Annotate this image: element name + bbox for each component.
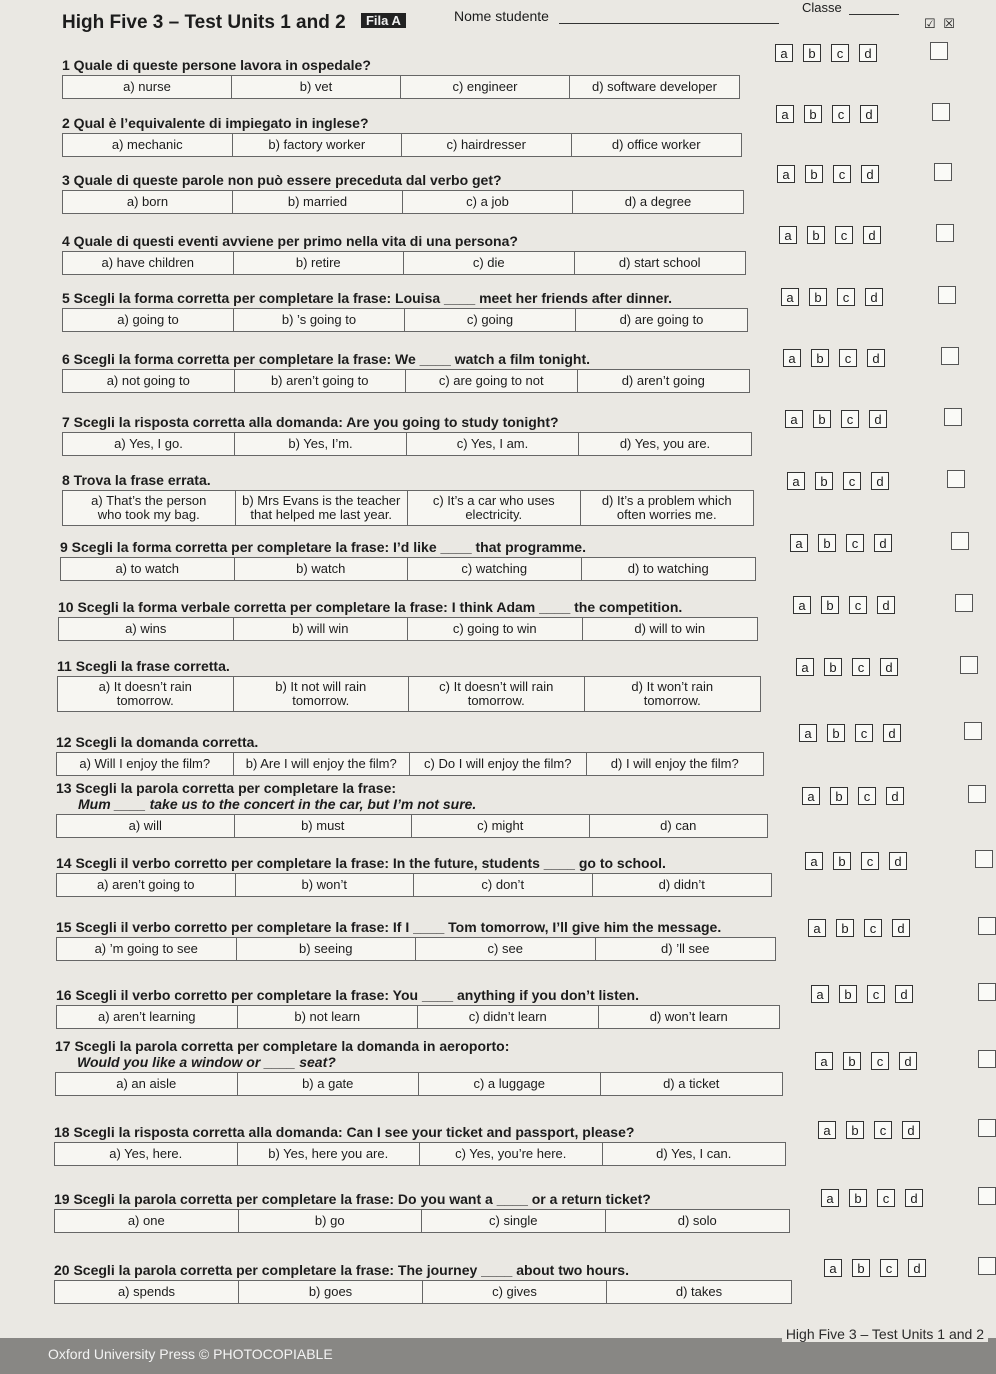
options-row <box>62 251 746 275</box>
question-8 <box>62 472 754 526</box>
score-checkbox[interactable] <box>964 722 982 740</box>
option-a: a) aren’t going to <box>57 874 236 896</box>
answer-box-b[interactable]: b <box>824 658 842 676</box>
question-text: 14 Scegli il verbo corretto per completare la frase: In the future, students ____ go to school. <box>56 855 666 871</box>
score-marks-icon: ☑ ☒ <box>924 16 957 31</box>
question-16 <box>56 987 780 1029</box>
option-b: b) a gate <box>238 1073 420 1095</box>
option-a: a) aren’t learning <box>57 1006 238 1028</box>
question-text: 1 Quale di queste persone lavora in ospedale? <box>62 57 371 73</box>
option-b: b) goes <box>239 1281 423 1303</box>
question-5 <box>62 290 748 332</box>
answer-box-c[interactable]: c <box>833 165 851 183</box>
answer-box-c[interactable]: c <box>861 852 879 870</box>
answer-box-a[interactable]: a <box>802 787 820 805</box>
question-10 <box>58 599 758 641</box>
answer-boxes-5 <box>781 288 883 306</box>
answer-box-d[interactable]: d <box>883 724 901 742</box>
option-b: b) go <box>239 1210 423 1232</box>
option-c: c) are going to not <box>406 370 578 392</box>
class-line <box>849 4 899 15</box>
answer-box-a[interactable]: a <box>781 288 799 306</box>
option-a: a) That’s the person who took my bag. <box>63 491 236 525</box>
score-checkbox[interactable] <box>978 917 996 935</box>
question-15 <box>56 919 776 961</box>
option-c: c) Yes, I am. <box>407 433 579 455</box>
answer-boxes-16 <box>811 985 913 1003</box>
answer-box-a[interactable]: a <box>793 596 811 614</box>
options-row <box>56 873 772 897</box>
answer-boxes-1 <box>775 44 877 62</box>
answer-box-b[interactable]: b <box>815 472 833 490</box>
answer-boxes-4 <box>779 226 881 244</box>
answer-boxes-14 <box>805 852 907 870</box>
answer-box-a[interactable]: a <box>790 534 808 552</box>
answer-boxes-3 <box>777 165 879 183</box>
option-b: b) retire <box>234 252 405 274</box>
answer-box-b[interactable]: b <box>813 410 831 428</box>
option-a: a) one <box>55 1210 239 1232</box>
option-c: c) hairdresser <box>402 134 572 156</box>
question-text: 17 Scegli la parola corretta per completare la domanda in aeroporto: <box>55 1038 510 1054</box>
answer-box-a[interactable]: a <box>785 410 803 428</box>
answer-box-a[interactable]: a <box>818 1121 836 1139</box>
option-b: b) will win <box>234 618 409 640</box>
answer-box-d[interactable]: d <box>889 852 907 870</box>
option-d: d) won’t learn <box>649 1008 728 1024</box>
answer-box-a[interactable]: a <box>776 105 794 123</box>
answer-box-b[interactable]: b <box>833 852 851 870</box>
option-d: d) a degree <box>624 193 692 209</box>
score-checkbox[interactable] <box>944 408 962 426</box>
answer-box-b[interactable]: b <box>805 165 823 183</box>
answer-box-a[interactable]: a <box>821 1189 839 1207</box>
score-checkbox[interactable] <box>932 103 950 121</box>
answer-box-a[interactable]: a <box>808 919 826 937</box>
score-checkbox[interactable] <box>947 470 965 488</box>
question-text: 18 Scegli la risposta corretta alla domanda: Can I see your ticket and passport, please? <box>54 1124 635 1140</box>
answer-box-b[interactable]: b <box>836 919 854 937</box>
option-a: a) not going to <box>63 370 235 392</box>
question-19 <box>54 1191 790 1233</box>
option-b: b) aren’t going to <box>235 370 407 392</box>
answer-box-d[interactable]: d <box>880 658 898 676</box>
score-checkbox[interactable] <box>978 1257 996 1275</box>
answer-box-a[interactable]: a <box>783 349 801 367</box>
answer-box-d[interactable]: d <box>865 288 883 306</box>
answer-box-b[interactable]: b <box>852 1259 870 1277</box>
answer-box-d[interactable]: d <box>877 596 895 614</box>
answer-box-a[interactable]: a <box>805 852 823 870</box>
question-text: 13 Scegli la parola corretta per completare la frase: <box>56 780 397 796</box>
page-footer <box>0 1326 996 1374</box>
answer-boxes-12 <box>799 724 901 742</box>
answer-box-c[interactable]: c <box>867 985 885 1003</box>
option-d: d) office worker <box>611 136 701 152</box>
option-b: b) Yes, I’m. <box>235 433 407 455</box>
answer-box-b[interactable]: b <box>803 44 821 62</box>
question-14 <box>56 855 772 897</box>
option-c: c) watching <box>408 558 582 580</box>
options-row <box>54 1280 792 1304</box>
question-17 <box>55 1038 783 1096</box>
question-text: 16 Scegli il verbo corretto per completare la frase: You ____ anything if you don’t listen. <box>56 987 639 1003</box>
answer-box-d[interactable]: d <box>895 985 913 1003</box>
option-c: c) don’t <box>414 874 593 896</box>
option-b: b) vet <box>232 76 401 98</box>
score-checkbox[interactable] <box>978 1050 996 1068</box>
answer-box-d[interactable]: d <box>874 534 892 552</box>
answer-boxes-7 <box>785 410 887 428</box>
options-row <box>60 557 756 581</box>
footer-test-title: High Five 3 – Test Units 1 and 2 <box>782 1326 988 1342</box>
options-row <box>56 937 776 961</box>
answer-box-c[interactable]: c <box>864 919 882 937</box>
score-checkbox[interactable] <box>960 656 978 674</box>
question-3 <box>62 172 744 214</box>
option-a: a) Yes, I go. <box>63 433 235 455</box>
question-11 <box>57 658 761 712</box>
answer-box-d[interactable]: d <box>908 1259 926 1277</box>
worksheet-header <box>62 0 982 38</box>
question-text: 6 Scegli la forma corretta per completare la frase: We ____ watch a film tonight. <box>62 351 591 367</box>
options-row <box>62 133 742 157</box>
question-4 <box>62 233 746 275</box>
option-d: d) to watching <box>627 560 709 576</box>
option-c: c) single <box>422 1210 606 1232</box>
answer-box-d[interactable]: d <box>892 919 910 937</box>
answer-box-c[interactable]: c <box>852 658 870 676</box>
answer-boxes-6 <box>783 349 885 367</box>
answer-box-d[interactable]: d <box>861 165 879 183</box>
title-text: High Five 3 – Test Units 1 and 2 <box>62 12 346 33</box>
option-b: b) must <box>235 815 413 837</box>
option-d: d) Yes, I can. <box>656 1145 732 1161</box>
answer-box-c[interactable]: c <box>839 349 857 367</box>
class-label: Classe <box>802 0 842 15</box>
answer-box-b[interactable]: b <box>830 787 848 805</box>
answer-box-a[interactable]: a <box>796 658 814 676</box>
question-1 <box>62 57 740 99</box>
score-checkbox[interactable] <box>978 1119 996 1137</box>
answer-box-d[interactable]: d <box>899 1052 917 1070</box>
option-c: c) a luggage <box>419 1073 601 1095</box>
question-7 <box>62 414 752 456</box>
score-checkbox[interactable] <box>930 42 948 60</box>
option-b: b) seeing <box>237 938 417 960</box>
answer-box-c[interactable]: c <box>841 410 859 428</box>
question-text: 4 Quale di questi eventi avviene per primo nella vita di una persona? <box>62 233 518 249</box>
option-c: c) It doesn’t will rain tomorrow. <box>409 677 585 711</box>
option-b: b) Yes, here you are. <box>238 1143 421 1165</box>
option-a: a) ’m going to see <box>57 938 237 960</box>
question-text: 3 Quale di queste parole non può essere preceduta dal verbo get? <box>62 172 502 188</box>
option-a: a) wins <box>59 618 234 640</box>
answer-box-c[interactable]: c <box>831 44 849 62</box>
answer-box-b[interactable]: b <box>846 1121 864 1139</box>
answer-box-c[interactable]: c <box>843 472 861 490</box>
answer-boxes-2 <box>776 105 878 123</box>
score-checkbox[interactable] <box>938 286 956 304</box>
option-a: a) have children <box>63 252 234 274</box>
score-checkbox[interactable] <box>951 532 969 550</box>
question-text: 20 Scegli la parola corretta per completare la frase: The journey ____ about two hours. <box>54 1262 629 1278</box>
question-text: 7 Scegli la risposta corretta alla domanda: Are you going to study tonight? <box>62 414 559 430</box>
options-row <box>56 1005 780 1029</box>
student-name-label: Nome studente <box>454 8 549 24</box>
options-row <box>62 490 754 526</box>
options-row <box>54 1209 790 1233</box>
score-checkbox[interactable] <box>968 785 986 803</box>
question-text: 15 Scegli il verbo corretto per completare la frase: If I ____ Tom tomorrow, I’ll give him the message. <box>56 919 722 935</box>
options-row <box>62 190 744 214</box>
option-d: d) I will enjoy the film? <box>610 755 739 771</box>
score-checkbox[interactable] <box>934 163 952 181</box>
option-d: d) start school <box>618 254 701 270</box>
answer-box-a[interactable]: a <box>799 724 817 742</box>
option-a: a) born <box>63 191 233 213</box>
answer-box-d[interactable]: d <box>871 472 889 490</box>
class-field <box>802 0 899 15</box>
question-text: 12 Scegli la domanda corretta. <box>56 734 259 750</box>
options-row <box>62 432 752 456</box>
option-b: b) Mrs Evans is the teacher that helped me last year. <box>236 491 409 525</box>
answer-box-d[interactable]: d <box>886 787 904 805</box>
option-c: c) a job <box>403 191 573 213</box>
answer-box-c[interactable]: c <box>855 724 873 742</box>
option-d: d) It won’t rain tomorrow. <box>631 678 714 708</box>
option-a: a) It doesn’t rain tomorrow. <box>58 677 234 711</box>
option-d: d) It’s a problem which often worries me. <box>601 492 732 522</box>
option-a: a) Will I enjoy the film? <box>57 753 234 775</box>
answer-box-c[interactable]: c <box>837 288 855 306</box>
answer-box-b[interactable]: b <box>827 724 845 742</box>
option-c: c) Yes, you’re here. <box>420 1143 603 1165</box>
answer-boxes-11 <box>796 658 898 676</box>
option-c: c) didn’t learn <box>418 1006 599 1028</box>
student-name-line <box>559 11 779 24</box>
score-checkbox[interactable] <box>978 1187 996 1205</box>
option-d: d) ’ll see <box>661 940 710 956</box>
option-d: d) aren’t going <box>621 372 705 388</box>
answer-box-b[interactable]: b <box>843 1052 861 1070</box>
score-checkbox[interactable] <box>975 850 993 868</box>
option-b: b) ’s going to <box>234 309 405 331</box>
answer-boxes-19 <box>821 1189 923 1207</box>
question-text: 11 Scegli la frase corretta. <box>57 658 230 674</box>
answer-box-c[interactable]: c <box>832 105 850 123</box>
answer-box-c[interactable]: c <box>871 1052 889 1070</box>
answer-boxes-10 <box>793 596 895 614</box>
option-d: d) didn’t <box>658 876 705 892</box>
question-9 <box>60 539 756 581</box>
answer-boxes-8 <box>787 472 889 490</box>
worksheet-title <box>62 12 406 34</box>
answer-box-b[interactable]: b <box>811 349 829 367</box>
option-b: b) watch <box>235 558 409 580</box>
answer-box-a[interactable]: a <box>787 472 805 490</box>
answer-boxes-17 <box>815 1052 917 1070</box>
question-6 <box>62 351 750 393</box>
option-c: c) It’s a car who uses electricity. <box>408 491 581 525</box>
answer-box-b[interactable]: b <box>821 596 839 614</box>
option-d: d) will to win <box>634 620 706 636</box>
option-b: b) factory worker <box>233 134 403 156</box>
answer-box-b[interactable]: b <box>839 985 857 1003</box>
answer-box-a[interactable]: a <box>775 44 793 62</box>
score-checkbox[interactable] <box>936 224 954 242</box>
answer-box-d[interactable]: d <box>905 1189 923 1207</box>
option-d: d) a ticket <box>663 1075 720 1091</box>
option-c: c) gives <box>423 1281 607 1303</box>
options-row <box>56 814 768 838</box>
option-a: a) Yes, here. <box>55 1143 238 1165</box>
option-a: a) an aisle <box>56 1073 238 1095</box>
answer-box-c[interactable]: c <box>877 1189 895 1207</box>
option-c: c) going <box>405 309 576 331</box>
answer-box-a[interactable]: a <box>811 985 829 1003</box>
option-c: c) Do I will enjoy the film? <box>410 753 587 775</box>
question-13 <box>56 780 768 838</box>
question-12 <box>56 734 764 776</box>
score-checkbox[interactable] <box>978 983 996 1001</box>
question-text: 9 Scegli la forma corretta per completare la frase: I’d like ____ that programme. <box>60 539 586 555</box>
question-sentence: Mum ____ take us to the concert in the car, but I’m not sure. <box>78 796 477 812</box>
option-c: c) see <box>416 938 596 960</box>
score-checkbox[interactable] <box>955 594 973 612</box>
answer-box-a[interactable]: a <box>824 1259 842 1277</box>
answer-boxes-20 <box>824 1259 926 1277</box>
answer-box-b[interactable]: b <box>804 105 822 123</box>
answer-box-b[interactable]: b <box>818 534 836 552</box>
option-c: c) engineer <box>401 76 570 98</box>
question-text: 5 Scegli la forma corretta per completare la frase: Louisa ____ meet her friends after dinner. <box>62 290 673 306</box>
option-a: a) going to <box>63 309 234 331</box>
option-a: a) spends <box>55 1281 239 1303</box>
answer-box-c[interactable]: c <box>880 1259 898 1277</box>
option-d: d) are going to <box>619 311 704 327</box>
answer-box-b[interactable]: b <box>807 226 825 244</box>
answer-box-a[interactable]: a <box>815 1052 833 1070</box>
option-a: a) to watch <box>61 558 235 580</box>
fila-badge: Fila A <box>361 13 406 28</box>
answer-box-c[interactable]: c <box>835 226 853 244</box>
question-sentence: Would you like a window or ____ seat? <box>77 1054 336 1070</box>
question-2 <box>62 115 742 157</box>
answer-boxes-13 <box>802 787 904 805</box>
answer-box-b[interactable]: b <box>849 1189 867 1207</box>
option-c: c) die <box>404 252 575 274</box>
answer-boxes-15 <box>808 919 910 937</box>
option-c: c) might <box>412 815 590 837</box>
option-a: a) nurse <box>63 76 232 98</box>
options-row <box>62 308 748 332</box>
question-20 <box>54 1262 792 1304</box>
question-text: 10 Scegli la forma verbale corretta per completare la frase: I think Adam ____ the competition. <box>58 599 683 615</box>
option-d: d) solo <box>677 1212 717 1228</box>
answer-box-d[interactable]: d <box>902 1121 920 1139</box>
student-name-field <box>454 8 779 24</box>
answer-box-d[interactable]: d <box>860 105 878 123</box>
question-text: 19 Scegli la parola corretta per completare la frase: Do you want a ____ or a return ticket? <box>54 1191 651 1207</box>
option-b: b) married <box>233 191 403 213</box>
option-d: d) Yes, you are. <box>619 435 711 451</box>
answer-box-a[interactable]: a <box>777 165 795 183</box>
answer-box-c[interactable]: c <box>846 534 864 552</box>
option-b: b) It not will rain tomorrow. <box>234 677 410 711</box>
option-d: d) software developer <box>591 78 717 94</box>
question-text: 8 Trova la frase errata. <box>62 472 211 488</box>
options-row <box>56 752 764 776</box>
options-row <box>62 369 750 393</box>
option-b: b) not learn <box>238 1006 419 1028</box>
score-checkbox[interactable] <box>941 347 959 365</box>
answer-box-d[interactable]: d <box>863 226 881 244</box>
option-a: a) mechanic <box>63 134 233 156</box>
option-d: d) can <box>660 817 697 833</box>
question-text: 2 Qual è l’equivalente di impiegato in inglese? <box>62 115 369 131</box>
option-d: d) takes <box>675 1283 723 1299</box>
options-row <box>55 1072 783 1096</box>
option-b: b) Are I will enjoy the film? <box>234 753 411 775</box>
answer-boxes-18 <box>818 1121 920 1139</box>
options-row <box>57 676 761 712</box>
answer-box-c[interactable]: c <box>874 1121 892 1139</box>
answer-box-c[interactable]: c <box>849 596 867 614</box>
options-row <box>54 1142 786 1166</box>
answer-box-d[interactable]: d <box>869 410 887 428</box>
option-b: b) won’t <box>236 874 415 896</box>
answer-box-a[interactable]: a <box>779 226 797 244</box>
option-c: c) going to win <box>408 618 583 640</box>
answer-boxes-9 <box>790 534 892 552</box>
answer-box-d[interactable]: d <box>859 44 877 62</box>
answer-box-b[interactable]: b <box>809 288 827 306</box>
question-18 <box>54 1124 786 1166</box>
answer-box-c[interactable]: c <box>858 787 876 805</box>
option-a: a) will <box>57 815 235 837</box>
options-row <box>62 75 740 99</box>
answer-box-d[interactable]: d <box>867 349 885 367</box>
footer-copyright: Oxford University Press © PHOTOCOPIABLE <box>48 1346 333 1362</box>
options-row <box>58 617 758 641</box>
